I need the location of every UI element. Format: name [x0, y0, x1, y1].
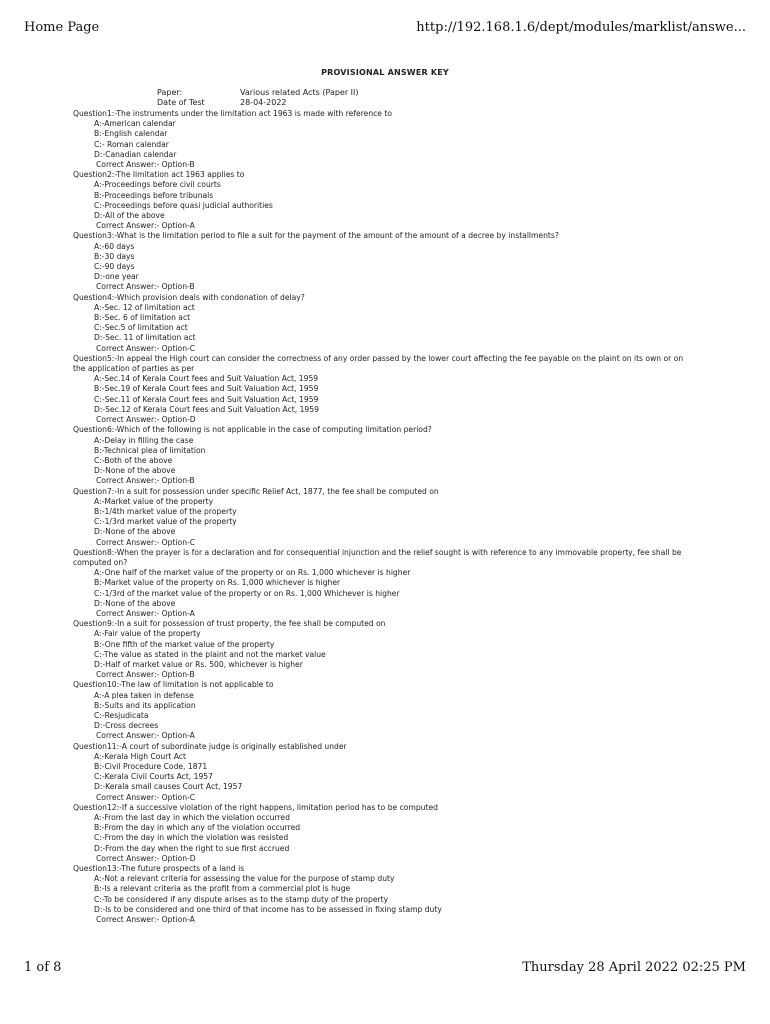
- question-block: [73, 803, 693, 864]
- question-block: [73, 170, 693, 231]
- answer-option: D:-None of the above: [94, 598, 176, 608]
- paper-label: Paper:: [157, 88, 183, 97]
- question-text: Question12:-If a successive violation of the right happens, limitation period has to be computed: [73, 802, 438, 812]
- answer-option: D:-None of the above: [94, 466, 176, 476]
- correct-answer: Correct Answer:- Option-B: [96, 476, 195, 486]
- answer-option: C:-90 days: [94, 262, 135, 272]
- answer-option: C:-Sec.5 of limitation act: [94, 323, 188, 333]
- answer-option: B:-Market value of the property on Rs. 1,000 whichever is higher: [94, 578, 341, 588]
- answer-option: B:-Technical plea of limitation: [94, 445, 206, 455]
- answer-option: C:-Proceedings before quasi judicial authorities: [94, 200, 273, 210]
- question-text: Question7:-In a suit for possession under specific Relief Act, 1877, the fee shall be computed on: [73, 486, 439, 496]
- question-text: Question2:-The limitation act 1963 applies to: [73, 170, 245, 180]
- answer-option: D:-one year: [94, 272, 139, 282]
- answer-option: C:-Both of the above: [94, 455, 173, 465]
- correct-answer: Correct Answer:- Option-A: [96, 221, 195, 231]
- answer-option: C:- Roman calendar: [94, 139, 169, 149]
- question-block: [73, 548, 693, 619]
- correct-answer: Correct Answer:- Option-D: [96, 415, 196, 425]
- correct-answer: Correct Answer:- Option-D: [96, 853, 196, 863]
- answer-option: C:-Sec.11 of Kerala Court fees and Suit Valuation Act, 1959: [94, 394, 319, 404]
- question-block: [73, 231, 693, 292]
- date-value: 28-04-2022: [240, 98, 287, 107]
- answer-option: D:-Cross decrees: [94, 721, 159, 731]
- answer-option: C:-1/3rd of the market value of the property or on Rs. 1,000 Whichever is higher: [94, 588, 400, 598]
- question-text: Question3:-What is the limitation period to file a suit for the payment of the amount of the amount of a decree by installments?: [73, 231, 559, 241]
- answer-option: D:-Is to be considered and one third of that income has to be assessed in fixing stamp duty: [94, 904, 442, 914]
- paper-info: [157, 88, 359, 98]
- answer-option: A:-Kerala High Court Act: [94, 751, 186, 761]
- answer-option: B:-One fifth of the market value of the property: [94, 639, 275, 649]
- answer-option: A:-60 days: [94, 241, 135, 251]
- print-footer-datetime: Thursday 28 April 2022 02:25 PM: [522, 960, 746, 975]
- answer-option: B:-From the day in which any of the violation occurred: [94, 823, 301, 833]
- answer-option: B:-Proceedings before tribunals: [94, 190, 214, 200]
- correct-answer: Correct Answer:- Option-A: [96, 731, 195, 741]
- question-block: [73, 619, 693, 680]
- correct-answer: Correct Answer:- Option-B: [96, 282, 195, 292]
- correct-answer: Correct Answer:- Option-C: [96, 343, 196, 353]
- answer-option: B:-English calendar: [94, 129, 168, 139]
- correct-answer: Correct Answer:- Option-C: [96, 537, 196, 547]
- document-title: PROVISIONAL ANSWER KEY: [321, 68, 449, 77]
- correct-answer: Correct Answer:- Option-C: [96, 792, 196, 802]
- paper-value: Various related Acts (Paper II): [240, 88, 359, 97]
- answer-option: A:-From the last day in which the violation occurred: [94, 813, 290, 823]
- answer-option: D:-From the day when the right to sue first accrued: [94, 843, 290, 853]
- question-text: Question5:-In appeal the High court can consider the correctness of any order passed by the lower court affecting the fee payable on the plaint on its own or on the application of parties as per: [73, 353, 684, 374]
- question-block: [73, 425, 693, 486]
- answer-option: D:-Sec. 11 of limitation act: [94, 333, 196, 343]
- answer-option: C:-Kerala Civil Courts Act, 1957: [94, 772, 213, 782]
- answer-option: A:-Market value of the property: [94, 496, 214, 506]
- answer-option: A:-Delay in filling the case: [94, 435, 194, 445]
- question-text: Question10:-The law of limitation is not applicable to: [73, 680, 274, 690]
- answer-option: A:-American calendar: [94, 119, 176, 129]
- answer-option: A:-One half of the market value of the property or on Rs. 1,000 whichever is higher: [94, 568, 411, 578]
- print-header-title: Home Page: [24, 20, 100, 35]
- question-text: Question8:-When the prayer is for a declaration and for consequential injunction and the relief sought is with reference to any immovable property, fee shall be computed on?: [73, 547, 682, 567]
- answer-option: B:-Is a relevant criteria as the profit from a commercial plot is huge: [94, 884, 351, 894]
- question-block: [73, 293, 693, 354]
- answer-option: C:-To be considered if any dispute arises as to the stamp duty of the property: [94, 894, 389, 904]
- print-header-url: http://192.168.1.6/dept/modules/marklist/answe...: [416, 20, 746, 35]
- date-label: Date of Test: [157, 98, 205, 107]
- questions-list: [73, 109, 693, 925]
- question-text: Question4:-Which provision deals with condonation of delay?: [73, 292, 305, 302]
- answer-option: B:-Civil Procedure Code, 1871: [94, 762, 208, 771]
- question-block: [73, 864, 693, 925]
- answer-option: B:-Suits and its application: [94, 700, 196, 710]
- answer-option: C:-From the day in which the violation was resisted: [94, 833, 289, 843]
- question-block: [73, 742, 693, 803]
- question-text: Question9:-In a suit for possession of trust property, the fee shall be computed on: [73, 619, 386, 629]
- answer-option: D:-Canadian calendar: [94, 149, 177, 159]
- answer-option: D:-Kerala small causes Court Act, 1957: [94, 782, 243, 792]
- question-block: [73, 487, 693, 548]
- answer-option: D:-None of the above: [94, 527, 176, 537]
- correct-answer: Correct Answer:- Option-B: [96, 160, 195, 170]
- answer-option: C:-The value as stated in the plaint and not the market value: [94, 649, 326, 659]
- answer-option: A:-Not a relevant criteria for assessing the value for the purpose of stamp duty: [94, 874, 395, 884]
- question-text: Question13:-The future prospects of a land is: [73, 864, 245, 874]
- print-footer-page-count: 1 of 8: [24, 960, 62, 975]
- answer-option: A:-Sec. 12 of limitation act: [94, 302, 195, 312]
- date-info: [157, 98, 287, 108]
- question-block: [73, 354, 693, 425]
- answer-option: A:-A plea taken in defense: [94, 690, 194, 700]
- answer-option: B:-Sec.19 of Kerala Court fees and Suit Valuation Act, 1959: [94, 384, 319, 394]
- question-text: Question6:-Which of the following is not applicable in the case of computing limitation period?: [73, 425, 432, 435]
- answer-option: C:-1/3rd market value of the property: [94, 517, 237, 527]
- answer-option: B:-Sec. 6 of limitation act: [94, 313, 191, 323]
- question-text: Question1:-The instruments under the limitation act 1963 is made with reference to: [73, 109, 393, 118]
- answer-option: A:-Sec.14 of Kerala Court fees and Suit Valuation Act, 1959: [94, 374, 319, 384]
- answer-option: D:-Half of market value or Rs. 500, whichever is higher: [94, 659, 303, 669]
- answer-option: B:-1/4th market value of the property: [94, 506, 237, 516]
- question-block: [73, 109, 693, 170]
- question-text: Question11:-A court of subordinate judge is originally established under: [73, 741, 347, 751]
- question-block: [73, 680, 693, 741]
- answer-option: C:-Resjudicata: [94, 710, 149, 720]
- answer-option: D:-Sec.12 of Kerala Court fees and Suit Valuation Act, 1959: [94, 404, 319, 414]
- correct-answer: Correct Answer:- Option-A: [96, 608, 195, 618]
- correct-answer: Correct Answer:- Option-B: [96, 670, 195, 680]
- answer-option: A:-Proceedings before civil courts: [94, 180, 221, 190]
- answer-option: B:-30 days: [94, 251, 135, 261]
- correct-answer: Correct Answer:- Option-A: [96, 915, 195, 925]
- answer-option: D:-All of the above: [94, 211, 165, 221]
- answer-option: A:-Fair value of the property: [94, 629, 201, 639]
